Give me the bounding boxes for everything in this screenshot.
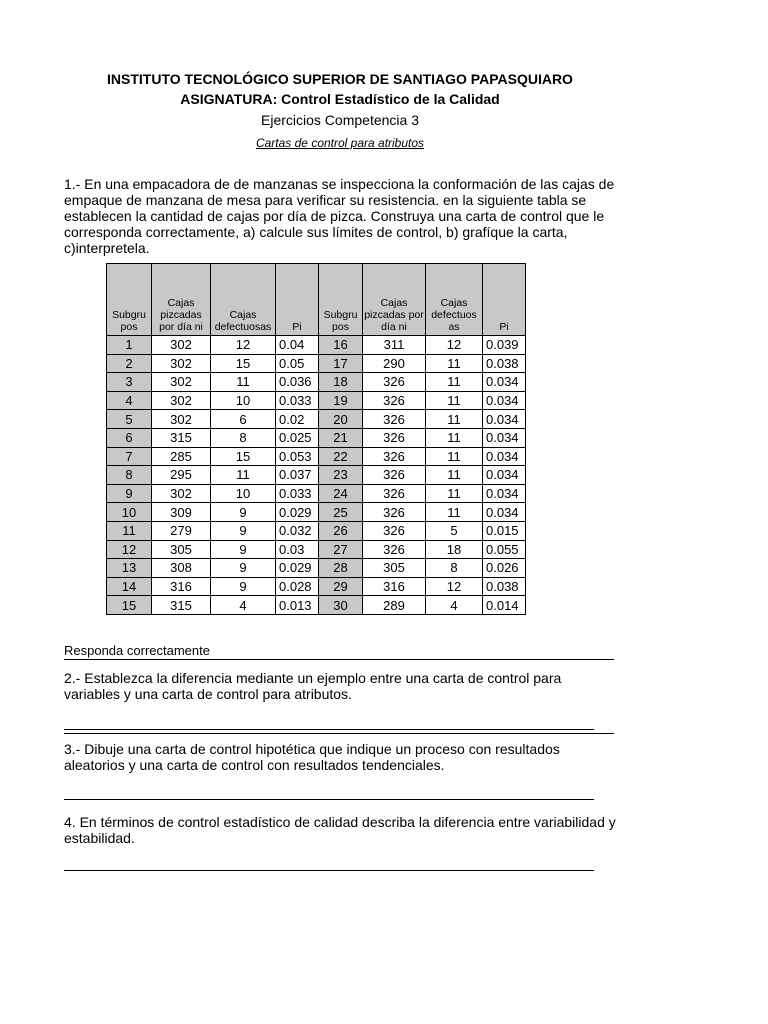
table-cell: 11 [426, 373, 483, 392]
table-cell: 11 [107, 521, 152, 540]
table-cell: 8 [211, 428, 276, 447]
table-cell: 12 [426, 577, 483, 596]
table-cell: 0.033 [276, 391, 319, 410]
table-cell: 19 [319, 391, 363, 410]
table-cell: 326 [363, 466, 426, 485]
table-cell: 302 [152, 484, 211, 503]
table-cell: 11 [426, 410, 483, 429]
header-pi: Pi [276, 264, 319, 336]
table-cell: 11 [211, 373, 276, 392]
table-cell: 0.032 [276, 521, 319, 540]
table-row [107, 596, 526, 615]
table-cell: 7 [107, 447, 152, 466]
table-row [107, 447, 526, 466]
table-cell: 24 [319, 484, 363, 503]
table-cell: 15 [107, 596, 152, 615]
table-cell: 11 [426, 484, 483, 503]
table-cell: 326 [363, 428, 426, 447]
table-row [107, 503, 526, 522]
question-1: 1.- En una empacadora de de manzanas se inspecciona la conformación de las cajas de empaque de manzana de mesa para verificar su resistencia. en la siguiente tabla se establecen la cantidad de cajas por día de pizca. Construya una carta de control que le corresponda correctamente, a) calcule sus límites de control, b) grafíque la carta, c)interpretela. [64, 176, 615, 256]
table-cell: 16 [319, 336, 363, 355]
table-cell: 0.028 [276, 577, 319, 596]
table-cell: 6 [107, 428, 152, 447]
table-row [107, 410, 526, 429]
table-cell: 295 [152, 466, 211, 485]
table-cell: 326 [363, 521, 426, 540]
table-cell: 10 [211, 484, 276, 503]
table-cell: 309 [152, 503, 211, 522]
table-cell: 4 [107, 391, 152, 410]
table-cell: 9 [211, 540, 276, 559]
table-header-row [107, 264, 526, 336]
table-cell: 3 [107, 373, 152, 392]
table-cell: 326 [363, 373, 426, 392]
table-cell: 0.038 [483, 577, 526, 596]
table-cell: 22 [319, 447, 363, 466]
table-cell: 0.055 [483, 540, 526, 559]
table-cell: 9 [211, 559, 276, 578]
table-cell: 316 [363, 577, 426, 596]
table-cell: 25 [319, 503, 363, 522]
table-cell: 302 [152, 391, 211, 410]
table-row [107, 466, 526, 485]
table-cell: 18 [319, 373, 363, 392]
table-row [107, 559, 526, 578]
table-cell: 0.053 [276, 447, 319, 466]
table-cell: 9 [211, 503, 276, 522]
table-row [107, 540, 526, 559]
table-cell: 12 [211, 336, 276, 355]
table-cell: 14 [107, 577, 152, 596]
header-cajas-pizcadas-2: Cajas pizcadas por día ni [363, 264, 426, 336]
table-cell: 0.038 [483, 354, 526, 373]
table-cell: 285 [152, 447, 211, 466]
table-cell: 0.02 [276, 410, 319, 429]
answer-line-2 [64, 729, 594, 730]
table-row [107, 521, 526, 540]
table-cell: 5 [426, 521, 483, 540]
table-cell: 4 [211, 596, 276, 615]
table-cell: 15 [211, 354, 276, 373]
table-cell: 10 [211, 391, 276, 410]
table-cell: 8 [107, 466, 152, 485]
table-cell: 13 [107, 559, 152, 578]
table-cell: 0.034 [483, 447, 526, 466]
table-cell: 0.026 [483, 559, 526, 578]
table-row [107, 391, 526, 410]
question-2: 2.- Establezca la diferencia mediante un ejemplo entre una carta de control para variables y una carta de control para atributos. [64, 670, 562, 702]
table-cell: 326 [363, 410, 426, 429]
table-cell: 0.034 [483, 428, 526, 447]
table-cell: 26 [319, 521, 363, 540]
data-table [106, 263, 526, 615]
table-cell: 0.04 [276, 336, 319, 355]
table-cell: 302 [152, 410, 211, 429]
table-cell: 302 [152, 354, 211, 373]
table-cell: 0.039 [483, 336, 526, 355]
table-cell: 10 [107, 503, 152, 522]
table-cell: 20 [319, 410, 363, 429]
table-cell: 11 [426, 428, 483, 447]
table-cell: 4 [426, 596, 483, 615]
table-cell: 316 [152, 577, 211, 596]
table-cell: 11 [426, 354, 483, 373]
table-cell: 326 [363, 503, 426, 522]
responda-label: Responda correctamente [64, 643, 210, 658]
table-cell: 0.015 [483, 521, 526, 540]
table-cell: 315 [152, 428, 211, 447]
table-cell: 11 [211, 466, 276, 485]
table-cell: 0.037 [276, 466, 319, 485]
header-cajas-pizcadas: Cajas pizcadas por día ni [152, 264, 211, 336]
table-cell: 0.029 [276, 503, 319, 522]
table-cell: 15 [211, 447, 276, 466]
table-cell: 0.05 [276, 354, 319, 373]
table-cell: 12 [426, 336, 483, 355]
table-cell: 6 [211, 410, 276, 429]
divider-line [64, 659, 614, 660]
institute-title: INSTITUTO TECNOLÓGICO SUPERIOR DE SANTIAGO PAPASQUIARO [107, 71, 573, 87]
table-cell: 0.014 [483, 596, 526, 615]
table-cell: 305 [152, 540, 211, 559]
question-3: 3.- Dibuje una carta de control hipotética que indique un proceso con resultados aleatorios y una carta de control con resultados tendenciales. [64, 741, 560, 773]
table-cell: 0.029 [276, 559, 319, 578]
table-cell: 0.034 [483, 466, 526, 485]
exercises-subtitle: Ejercicios Competencia 3 [261, 112, 419, 128]
table-cell: 290 [363, 354, 426, 373]
table-cell: 302 [152, 336, 211, 355]
table-cell: 12 [107, 540, 152, 559]
table-cell: 0.034 [483, 391, 526, 410]
answer-line-4 [64, 870, 594, 871]
table-cell: 0.013 [276, 596, 319, 615]
table-cell: 0.025 [276, 428, 319, 447]
table-cell: 2 [107, 354, 152, 373]
table-cell: 289 [363, 596, 426, 615]
header-cajas-defectuosas: Cajas defectuosas [211, 264, 276, 336]
table-row [107, 336, 526, 355]
table-cell: 326 [363, 540, 426, 559]
table-cell: 308 [152, 559, 211, 578]
table-cell: 305 [363, 559, 426, 578]
table-cell: 326 [363, 484, 426, 503]
divider-line-2 [64, 733, 614, 734]
table-cell: 1 [107, 336, 152, 355]
table-cell: 279 [152, 521, 211, 540]
header-pi-2: Pi [483, 264, 526, 336]
header-subgrupos-2: Subgru pos [319, 264, 363, 336]
table-cell: 0.034 [483, 373, 526, 392]
table-row [107, 428, 526, 447]
table-cell: 17 [319, 354, 363, 373]
table-cell: 315 [152, 596, 211, 615]
table-cell: 311 [363, 336, 426, 355]
table-cell: 9 [211, 521, 276, 540]
question-4: 4. En términos de control estadístico de calidad describa la diferencia entre variabilidad y estabilidad. [64, 814, 616, 846]
table-cell: 9 [211, 577, 276, 596]
table-row [107, 373, 526, 392]
table-cell: 28 [319, 559, 363, 578]
table-cell: 29 [319, 577, 363, 596]
table-cell: 9 [107, 484, 152, 503]
table-cell: 18 [426, 540, 483, 559]
topic-subtitle: Cartas de control para atributos [255, 136, 425, 150]
table-cell: 30 [319, 596, 363, 615]
table-cell: 0.034 [483, 410, 526, 429]
table-cell: 11 [426, 503, 483, 522]
table-cell: 0.03 [276, 540, 319, 559]
table-cell: 8 [426, 559, 483, 578]
table-cell: 0.033 [276, 484, 319, 503]
answer-line-3 [64, 799, 594, 800]
table-cell: 11 [426, 447, 483, 466]
subject-title: ASIGNATURA: Control Estadístico de la Calidad [180, 91, 500, 107]
table-cell: 23 [319, 466, 363, 485]
table-cell: 11 [426, 466, 483, 485]
table-cell: 27 [319, 540, 363, 559]
table-row [107, 354, 526, 373]
table-cell: 5 [107, 410, 152, 429]
table-row [107, 484, 526, 503]
table-cell: 326 [363, 447, 426, 466]
table-cell: 302 [152, 373, 211, 392]
table-cell: 21 [319, 428, 363, 447]
table-row [107, 577, 526, 596]
header-cajas-defectuosas-2: Cajas defectuos as [426, 264, 483, 336]
table-cell: 0.036 [276, 373, 319, 392]
header-subgrupos: Subgru pos [107, 264, 152, 336]
table-cell: 11 [426, 391, 483, 410]
table-cell: 326 [363, 391, 426, 410]
table-cell: 0.034 [483, 484, 526, 503]
table-cell: 0.034 [483, 503, 526, 522]
